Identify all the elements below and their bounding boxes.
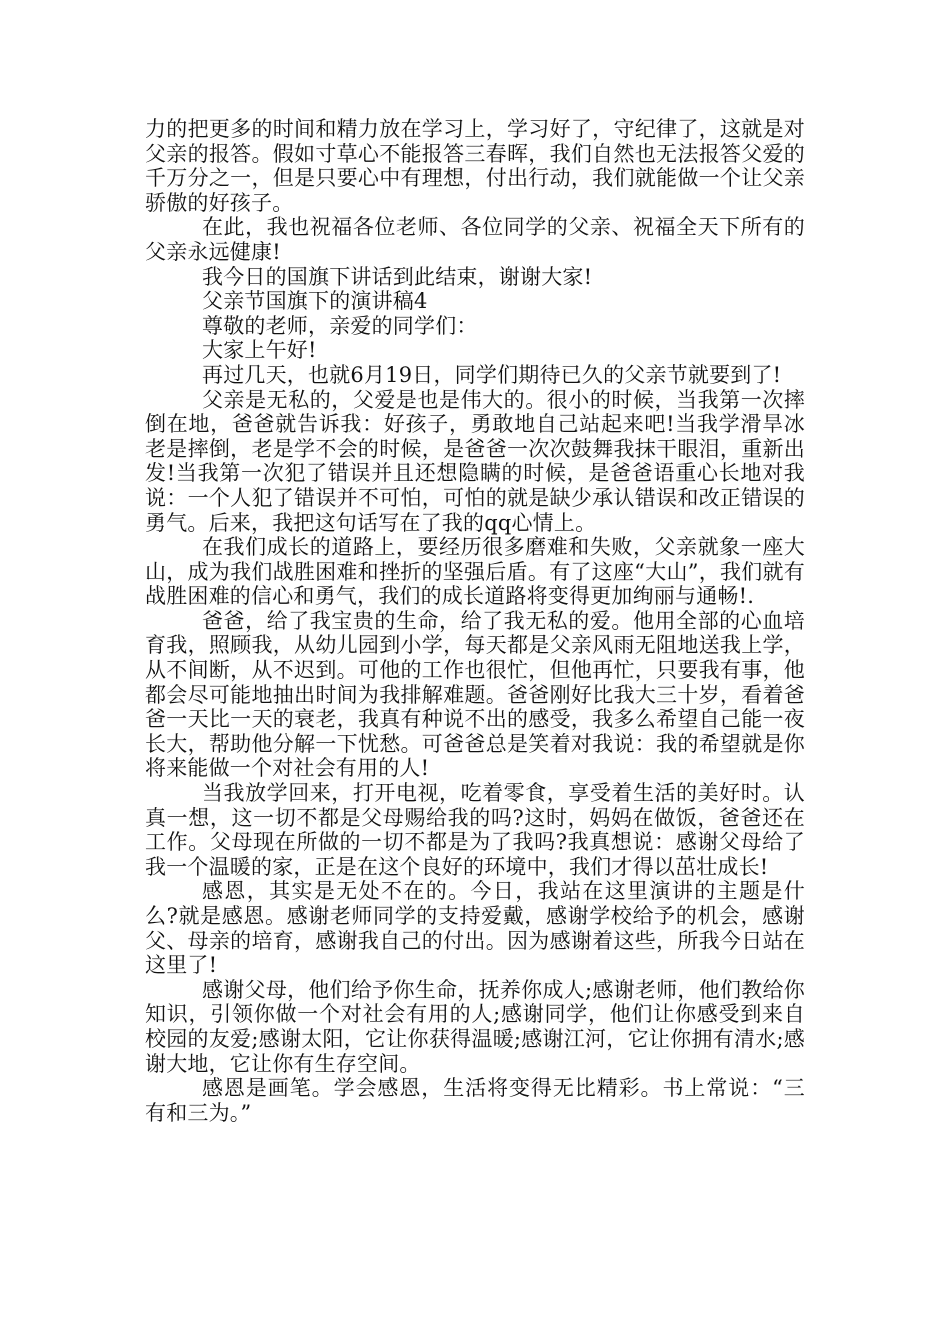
- paragraph: 在我们成长的道路上，要经历很多磨难和失败，父亲就象一座大山，成为我们战胜困难和挫折的坚强后盾。有了这座“大山”，我们就有战胜困难的信心和勇气，我们的成长道路将变得更加绚丽与通畅!.: [145, 535, 805, 609]
- paragraph: 当我放学回来，打开电视，吃着零食，享受着生活的美好时。认真一想，这一切不都是父母赐给我的吗?这时，妈妈在做饭，爸爸还在工作。父母现在所做的一切不都是为了我吗?我真想说：感谢父母给了我一个温暖的家，正是在这个良好的环境中，我们才得以茁壮成长!: [145, 781, 805, 879]
- paragraph: 感恩，其实是无处不在的。今日，我站在这里演讲的主题是什么?就是感恩。感谢老师同学的支持爱戴，感谢学校给予的机会，感谢父、母亲的培育，感谢我自己的付出。因为感谢着这些，所我今日站在这里了!: [145, 879, 805, 978]
- paragraph: 我今日的国旗下讲话到此结束，谢谢大家!: [202, 264, 593, 289]
- paragraph: 再过几天，也就6月19日，同学们期待已久的父亲节就要到了!: [202, 362, 782, 387]
- paragraph: 感恩是画笔。学会感恩，生活将变得无比精彩。书上常说：“三有和三为。”: [145, 1076, 805, 1125]
- paragraph: 在此，我也祝福各位老师、各位同学的父亲、祝福全天下所有的父亲永远健康!: [145, 215, 805, 264]
- paragraph: 父亲是无私的，父爱是也是伟大的。很小的时候，当我第一次摔倒在地，爸爸就告诉我：好孩子，勇敢地自己站起来吧!当我学滑旱冰老是摔倒，老是学不会的时候，是爸爸一次次鼓舞我抹干眼泪，重新出发!当我第一次犯了错误并且还想隐瞒的时候，是爸爸语重心长地对我说：一个人犯了错误并不可怕，可怕的就是缺少承认错误和改正错误的勇气。后来，我把这句话写在了我的qq心情上。: [145, 387, 805, 535]
- paragraph: 爸爸，给了我宝贵的生命，给了我无私的爱。他用全部的心血培育我，照顾我，从幼儿园到小学，每天都是父亲风雨无阻地送我上学，从不间断，从不迟到。可他的工作也很忙，但他再忙，只要我有事，他都会尽可能地抽出时间为我排解难题。爸爸刚好比我大三十岁，看着爸爸一天比一天的衰老，我真有种说不出的感受，我多么希望自己能一夜长大，帮助他分解一下忧愁。可爸爸总是笑着对我说：我的希望就是你将来能做一个对社会有用的人!: [145, 608, 805, 781]
- paragraph: 力的把更多的时间和精力放在学习上，学习好了，守纪律了，这就是对父亲的报答。假如寸草心不能报答三春晖，我们自然也无法报答父爱的千万分之一，但是只要心中有理想，付出行动，我们就能做一个让父亲骄傲的好孩子。: [145, 117, 805, 215]
- greeting: 大家上午好!: [202, 338, 317, 363]
- document-page: [145, 117, 805, 1125]
- salutation: 尊敬的老师，亲爱的同学们：: [202, 313, 478, 338]
- paragraph: 感谢父母，他们给予你生命，抚养你成人;感谢老师，他们教给你知识，引领你做一个对社会有用的人;感谢同学，他们让你感受到来自校园的友爱;感谢太阳，它让你获得温暖;感谢江河，它让你拥有清水;感谢大地，它让你有生存空间。: [145, 977, 805, 1076]
- section-title: 父亲节国旗下的演讲稿4: [202, 289, 428, 314]
